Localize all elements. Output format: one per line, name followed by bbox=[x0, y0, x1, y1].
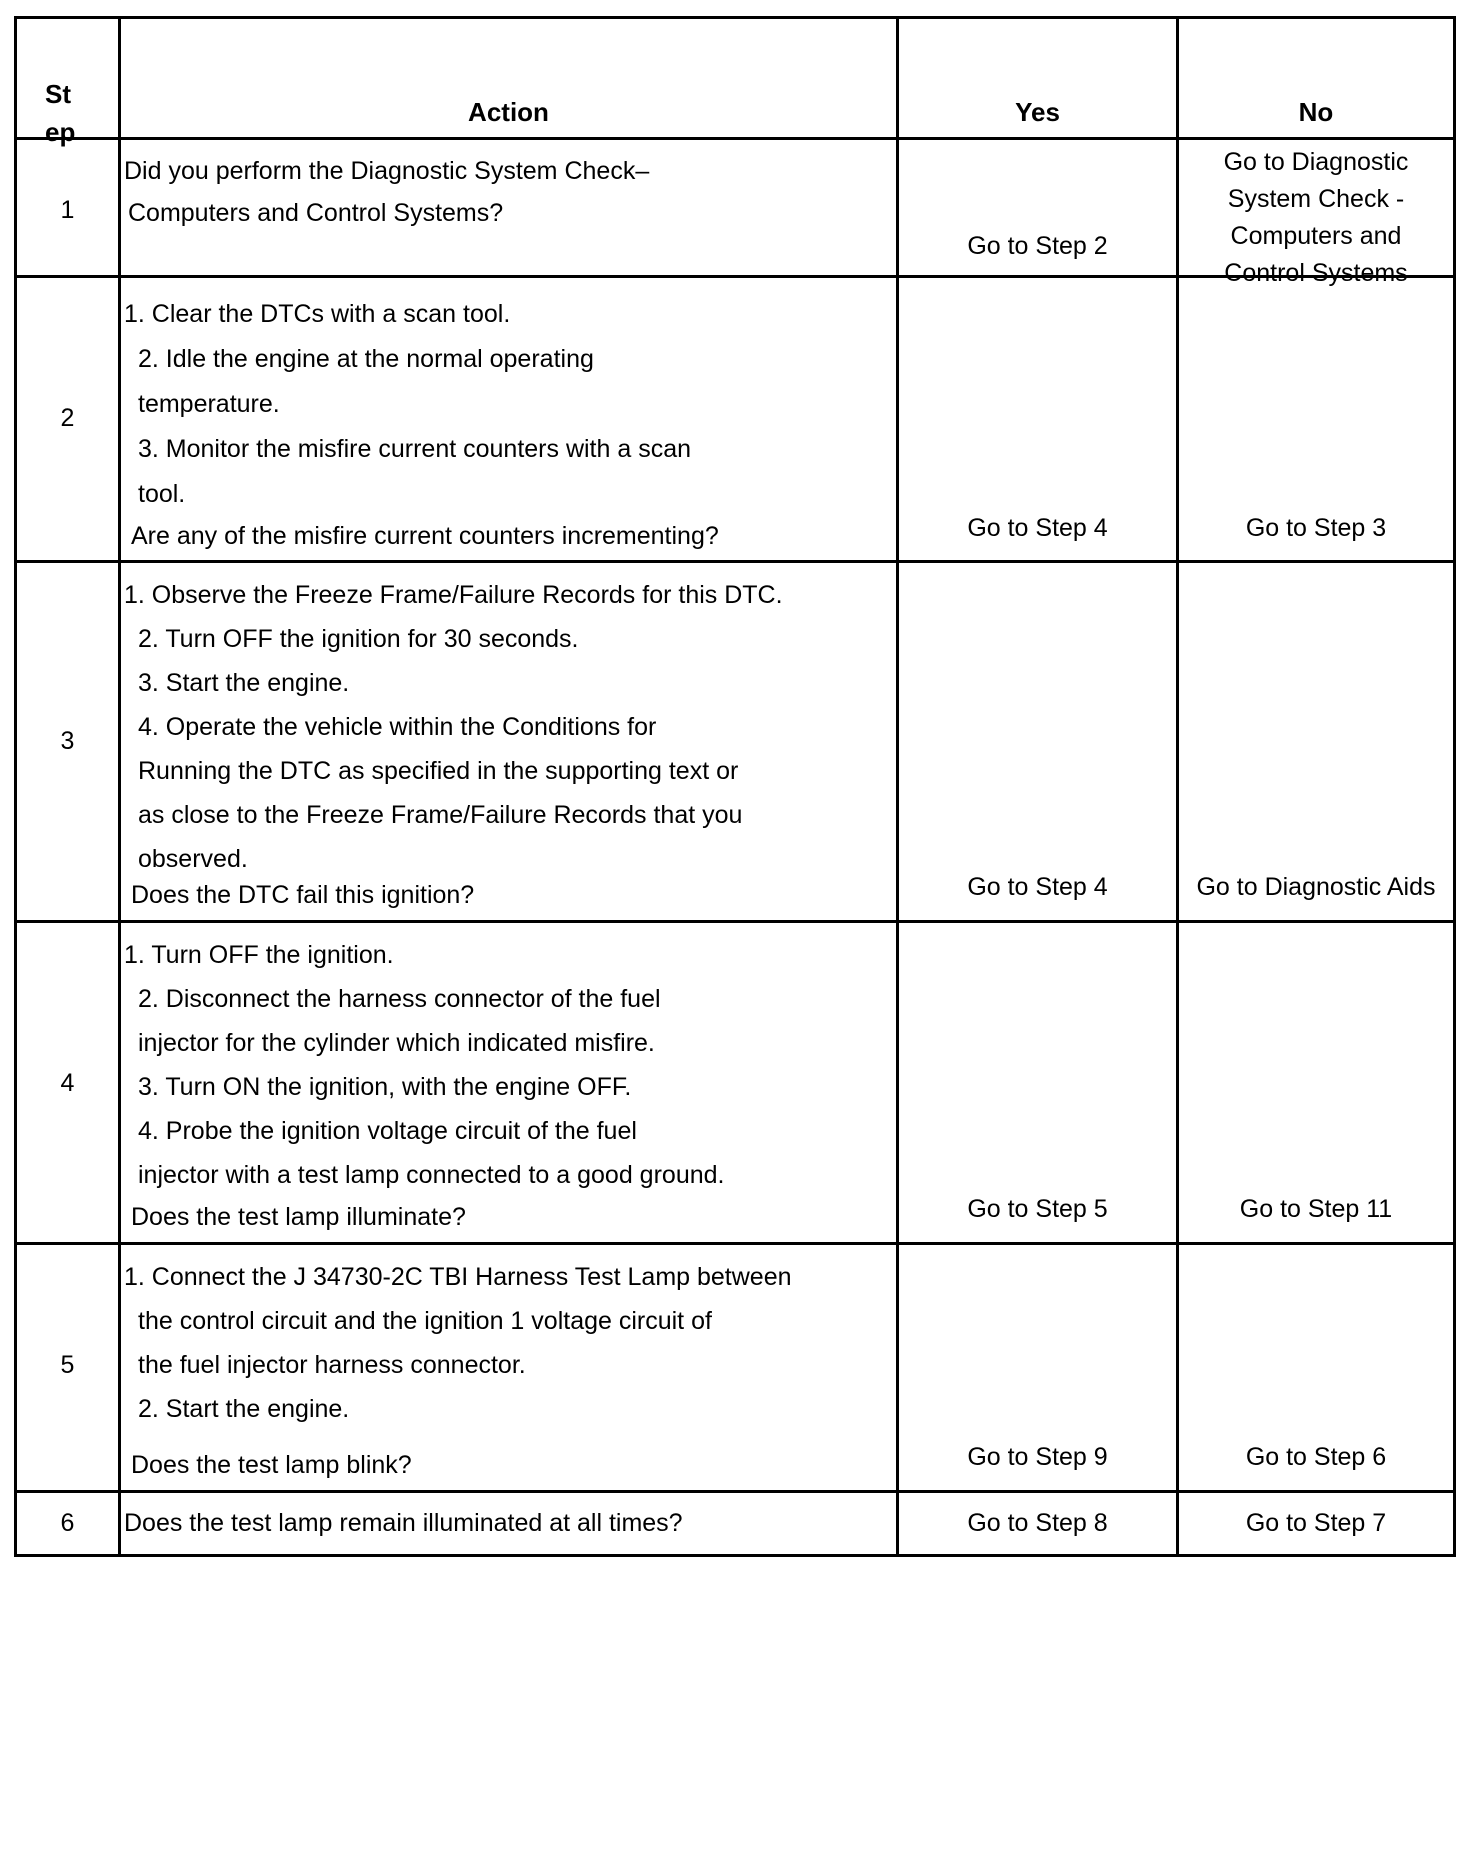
action-line: Running the DTC as specified in the supporting text or bbox=[138, 757, 739, 785]
diagnostic-table bbox=[14, 16, 1456, 1557]
table-header-row bbox=[14, 16, 1456, 147]
yes-cell bbox=[899, 1493, 1179, 1554]
action-question: Does the test lamp illuminate? bbox=[131, 1203, 466, 1231]
action-line: 1. Connect the J 34730-2C TBI Harness Test Lamp between bbox=[124, 1263, 792, 1291]
table-row bbox=[14, 140, 1456, 287]
no-result-line: Go to Diagnostic bbox=[1223, 148, 1409, 176]
action-line: observed. bbox=[138, 845, 248, 873]
action-line: 1. Turn OFF the ignition. bbox=[124, 941, 394, 969]
no-cell bbox=[1179, 1245, 1453, 1490]
action-line: injector for the cylinder which indicated misfire. bbox=[138, 1029, 655, 1057]
action-cell bbox=[121, 563, 899, 920]
action-question: Are any of the misfire current counters incrementing? bbox=[131, 522, 719, 550]
step-cell bbox=[17, 140, 121, 275]
table-row bbox=[14, 563, 1456, 923]
no-cell bbox=[1179, 1493, 1453, 1554]
yes-cell bbox=[899, 923, 1179, 1242]
action-line: 1. Clear the DTCs with a scan tool. bbox=[124, 300, 511, 328]
step-cell bbox=[17, 278, 121, 560]
action-line: 2. Disconnect the harness connector of the fuel bbox=[138, 985, 661, 1013]
action-cell bbox=[121, 1245, 899, 1490]
step-number: 5 bbox=[60, 1351, 75, 1379]
yes-result: Go to Step 2 bbox=[967, 232, 1108, 260]
action-line: injector with a test lamp connected to a good ground. bbox=[138, 1161, 725, 1189]
action-line: 3. Turn ON the ignition, with the engine OFF. bbox=[138, 1073, 632, 1101]
header-action bbox=[121, 19, 899, 137]
header-no bbox=[1179, 19, 1453, 137]
header-yes-label: Yes bbox=[1015, 97, 1060, 127]
table-row bbox=[14, 923, 1456, 1245]
yes-result: Go to Step 8 bbox=[967, 1509, 1108, 1537]
yes-result: Go to Step 4 bbox=[967, 514, 1108, 542]
yes-result: Go to Step 9 bbox=[967, 1443, 1108, 1471]
yes-cell bbox=[899, 563, 1179, 920]
yes-result: Go to Step 5 bbox=[967, 1195, 1108, 1223]
yes-cell bbox=[899, 278, 1179, 560]
no-result: Go to Step 6 bbox=[1245, 1443, 1387, 1471]
yes-result: Go to Step 4 bbox=[967, 873, 1108, 901]
no-result: Go to Step 3 bbox=[1245, 514, 1387, 542]
action-line: 3. Start the engine. bbox=[138, 669, 350, 697]
step-cell bbox=[17, 1245, 121, 1490]
no-cell bbox=[1179, 923, 1453, 1242]
action-line: Did you perform the Diagnostic System Check– bbox=[124, 157, 650, 185]
step-number: 6 bbox=[60, 1509, 75, 1537]
step-number: 2 bbox=[60, 404, 75, 432]
action-cell bbox=[121, 278, 899, 560]
action-cell bbox=[121, 140, 899, 275]
no-result: Go to Step 7 bbox=[1245, 1509, 1387, 1537]
step-number: 3 bbox=[60, 727, 75, 755]
action-line: the control circuit and the ignition 1 voltage circuit of bbox=[138, 1307, 712, 1335]
no-result-line: Computers and bbox=[1230, 222, 1402, 250]
step-number: 4 bbox=[60, 1069, 75, 1097]
no-result bbox=[1179, 144, 1453, 292]
action-line: the fuel injector harness connector. bbox=[138, 1351, 526, 1379]
action-line: temperature. bbox=[138, 390, 280, 418]
action-line: Computers and Control Systems? bbox=[128, 199, 504, 227]
action-line: 4. Probe the ignition voltage circuit of the fuel bbox=[138, 1117, 637, 1145]
action-line: 2. Idle the engine at the normal operating bbox=[138, 345, 594, 373]
step-cell bbox=[17, 1493, 121, 1554]
action-line: 2. Turn OFF the ignition for 30 seconds. bbox=[138, 625, 579, 653]
action-line: 3. Monitor the misfire current counters with a scan bbox=[138, 435, 692, 463]
action-cell bbox=[121, 1493, 899, 1554]
yes-cell bbox=[899, 140, 1179, 275]
table-row bbox=[14, 278, 1456, 563]
no-cell bbox=[1179, 563, 1453, 920]
no-result: Go to Diagnostic Aids bbox=[1196, 873, 1436, 901]
no-cell bbox=[1179, 140, 1453, 287]
action-line: tool. bbox=[138, 480, 186, 508]
header-step bbox=[17, 19, 121, 147]
action-line: Does the test lamp remain illuminated at all times? bbox=[124, 1509, 683, 1537]
table-row bbox=[14, 1245, 1456, 1493]
step-number: 1 bbox=[60, 196, 75, 224]
action-line: 4. Operate the vehicle within the Conditions for bbox=[138, 713, 657, 741]
header-no-label: No bbox=[1298, 97, 1334, 127]
header-step-line1: St bbox=[45, 79, 71, 109]
action-line: 2. Start the engine. bbox=[138, 1395, 350, 1423]
action-question: Does the test lamp blink? bbox=[131, 1451, 412, 1479]
header-step-line2: ep bbox=[45, 117, 76, 147]
no-cell bbox=[1179, 278, 1453, 560]
header-yes bbox=[899, 19, 1179, 137]
no-result-line: Control Systems bbox=[1224, 259, 1408, 287]
no-result: Go to Step 11 bbox=[1239, 1195, 1393, 1223]
table-row bbox=[14, 1493, 1456, 1557]
action-cell bbox=[121, 923, 899, 1242]
header-action-label: Action bbox=[468, 97, 549, 127]
yes-cell bbox=[899, 1245, 1179, 1490]
step-cell bbox=[17, 923, 121, 1242]
action-line: as close to the Freeze Frame/Failure Records that you bbox=[138, 801, 743, 829]
action-question: Does the DTC fail this ignition? bbox=[131, 881, 475, 909]
step-cell bbox=[17, 563, 121, 920]
no-result-line: System Check - bbox=[1227, 185, 1405, 213]
action-line: 1. Observe the Freeze Frame/Failure Records for this DTC. bbox=[124, 581, 783, 609]
